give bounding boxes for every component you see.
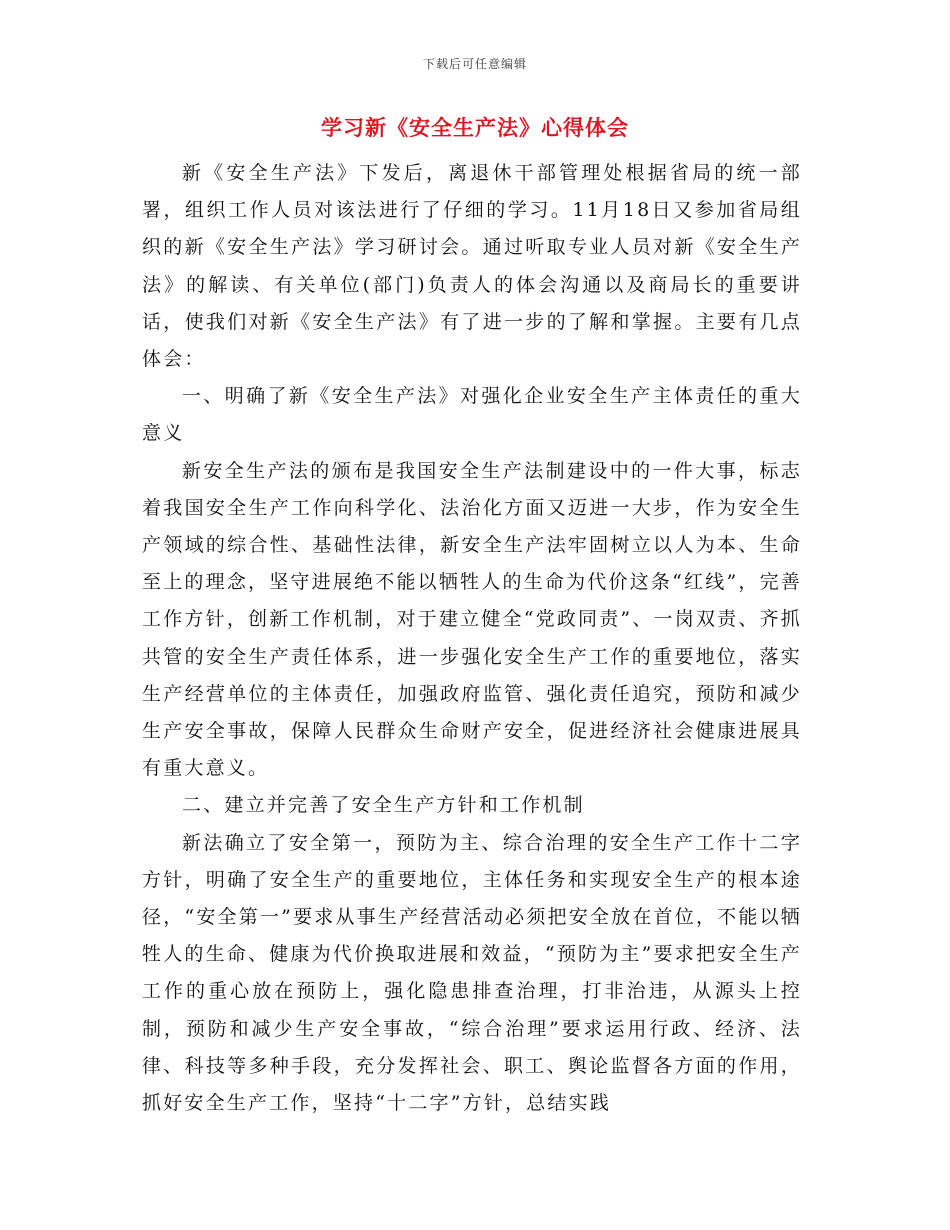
section-heading-1: 一、明确了新《安全生产法》对强化企业安全生产主体责任的重大意义 xyxy=(142,385,802,445)
paragraph-section-1: 新安全生产法的颁布是我国安全生产法制建设中的一件大事，标志着我国安全生产工作向科学化、法治化方面又迈进一大步，作为安全生产领域的综合性、基础性法律，新安全生产法牢固树立以人为本、生命至上的理念，坚守进展绝不能以牺牲人的生命为代价这条“红线”，完善工作方针，创新工作机制，对于建立健全“党政同责”、一岗双责、齐抓共管的安全生产责任体系，进一步强化安全生产工作的重要地位，落实生产经营单位的主体责任，加强政府监管、强化责任追究，预防和减少生产安全事故，保障人民群众生命财产安全，促进经济社会健康进展具有重大意义。 xyxy=(142,459,802,780)
document-title: 学习新《安全生产法》心得体会 xyxy=(321,115,629,140)
header-note: 下载后可任意编辑 xyxy=(422,57,527,71)
section-heading-2: 二、建立并完善了安全生产方针和工作机制 xyxy=(182,794,585,817)
paragraph-section-2: 新法确立了安全第一，预防为主、综合治理的安全生产工作十二字方针，明确了安全生产的重要地位，主体任务和实现安全生产的根本途径，“安全第一”要求从事生产经营活动必须把安全放在首位，不能以牺牲人的生命、健康为代价换取进展和效益，“预防为主”要求把安全生产工作的重心放在预防上，强化隐患排查治理，打非治违，从源头上控制，预防和减少生产安全事故，“综合治理”要求运用行政、经济、法律、科技等多种手段，充分发挥社会、职工、舆论监督各方面的作用，抓好安全生产工作，坚持“十二字”方针，总结实践 xyxy=(142,831,802,1115)
document-body xyxy=(142,155,802,1122)
paragraph-intro: 新《安全生产法》下发后，离退休干部管理处根据省局的统一部署，组织工作人员对该法进行了仔细的学习。11月18日又参加省局组织的新《安全生产法》学习研讨会。通过听取专业人员对新《安全生产法》的解读、有关单位(部门)负责人的体会沟通以及商局长的重要讲话，使我们对新《安全生产法》有了进一步的了解和掌握。主要有几点体会： xyxy=(142,162,802,371)
